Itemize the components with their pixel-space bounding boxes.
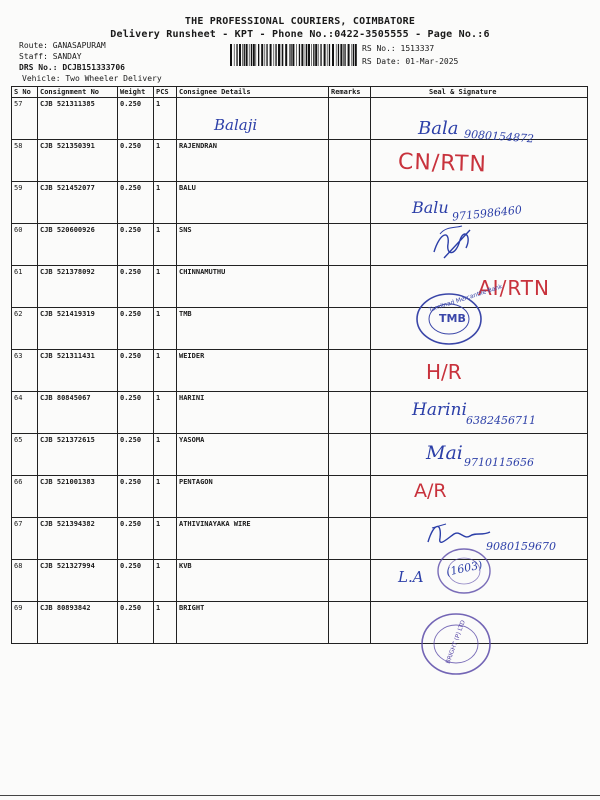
col-consignment: Consignment No — [38, 87, 118, 98]
cell-pcs: 1 — [154, 602, 177, 644]
hw-row57-signature: Bala — [418, 118, 459, 139]
barcode-bar — [340, 44, 342, 66]
cell-weight: 0.250 — [118, 350, 154, 392]
hw-row68-note: (1603) — [445, 558, 484, 579]
cell-pcs: 1 — [154, 560, 177, 602]
cell-consignment: CJB 520600926 — [38, 224, 118, 266]
barcode-bar — [274, 44, 275, 66]
table-row — [12, 434, 588, 476]
cell-remarks — [329, 98, 371, 140]
cell-sno: 58 — [12, 140, 38, 182]
barcode-bar — [253, 44, 255, 66]
cell-pcs: 1 — [154, 224, 177, 266]
barcode-bar — [289, 44, 290, 66]
col-remarks: Remarks — [329, 87, 371, 98]
cell-sno: 61 — [12, 266, 38, 308]
table-row — [12, 518, 588, 560]
barcode-bar — [256, 44, 257, 66]
col-pcs: PCS — [154, 87, 177, 98]
cell-sno: 60 — [12, 224, 38, 266]
cell-seal-signature — [371, 392, 588, 434]
drs-number: DRS No.: DCJB151333706 — [19, 63, 125, 72]
cell-pcs: 1 — [154, 350, 177, 392]
col-sno: S No — [12, 87, 38, 98]
barcode-bar — [265, 44, 266, 66]
cell-consignee: BRIGHT — [177, 602, 329, 644]
barcode-bar — [338, 44, 339, 66]
cell-pcs: 1 — [154, 98, 177, 140]
hw-row65-signature: Mai — [426, 442, 463, 464]
cell-consignee: WEIDER — [177, 350, 329, 392]
cell-remarks — [329, 476, 371, 518]
barcode-bar — [270, 44, 272, 66]
cell-weight: 0.250 — [118, 392, 154, 434]
rs-date: RS Date: 01-Mar-2025 — [362, 57, 459, 66]
hw-row58-mark: CN/RTN — [397, 149, 488, 178]
col-weight: Weight — [118, 87, 154, 98]
barcode-bar — [234, 44, 235, 66]
table-row — [12, 602, 588, 644]
cell-pcs: 1 — [154, 308, 177, 350]
cell-sno: 59 — [12, 182, 38, 224]
cell-consignee: ATHIVINAYAKA WIRE — [177, 518, 329, 560]
bright-stamp-text: BRIGHT (P) LTD — [444, 619, 467, 665]
cell-remarks — [329, 182, 371, 224]
col-consignee: Consignee Details — [177, 87, 329, 98]
barcode-bar — [320, 44, 321, 66]
company-title: THE PROFESSIONAL COURIERS, COIMBATORE — [184, 16, 416, 27]
cell-sno: 57 — [12, 98, 38, 140]
cell-consignment: CJB 521372615 — [38, 434, 118, 476]
barcode-bar — [239, 44, 241, 66]
hw-row57-phone: 9080154872 — [463, 127, 535, 146]
cell-remarks — [329, 434, 371, 476]
cell-sno: 67 — [12, 518, 38, 560]
barcode-bar — [275, 44, 276, 66]
cell-consignment: CJB 521419319 — [38, 308, 118, 350]
row60-signature-scribble — [426, 222, 482, 264]
cell-pcs: 1 — [154, 182, 177, 224]
cell-consignee: KVB — [177, 560, 329, 602]
cell-pcs: 1 — [154, 266, 177, 308]
cell-consignment: CJB 521350391 — [38, 140, 118, 182]
barcode-bar — [266, 44, 267, 66]
barcode-bar — [352, 44, 353, 66]
hw-row59-phone: 9715986460 — [451, 203, 523, 224]
cell-sno: 66 — [12, 476, 38, 518]
bright-stamp — [420, 612, 492, 676]
cell-sno: 64 — [12, 392, 38, 434]
cell-consignment: CJB 521311431 — [38, 350, 118, 392]
cell-sno: 63 — [12, 350, 38, 392]
barcode-bar — [261, 44, 263, 66]
hw-row68-signature: L.A — [398, 568, 424, 586]
cell-weight: 0.250 — [118, 434, 154, 476]
tmb-stamp-text: Tamilnad Mercantile Bank — [427, 283, 504, 314]
cell-pcs: 1 — [154, 518, 177, 560]
hw-row67-phone: 9080159670 — [486, 540, 556, 553]
barcode-bar — [285, 44, 287, 66]
hw-row57-name: Balaji — [214, 116, 258, 134]
barcode-bar — [290, 44, 291, 66]
staff-label: Staff: SANDAY — [19, 52, 82, 61]
barcode-bar — [306, 44, 307, 66]
cell-consignee: TMB — [177, 308, 329, 350]
barcode-bar — [315, 44, 317, 66]
cell-consignee: PENTAGON — [177, 476, 329, 518]
barcode-bar — [292, 44, 294, 66]
cell-consignment: CJB 521394382 — [38, 518, 118, 560]
cell-consignment: CJB 80845067 — [38, 392, 118, 434]
barcode-bar — [244, 44, 245, 66]
barcode-bar — [282, 44, 283, 66]
col-seal-signature: Seal & Signature — [371, 87, 588, 98]
cell-weight: 0.250 — [118, 224, 154, 266]
barcode-bar — [327, 44, 328, 66]
barcode-bar — [242, 44, 243, 66]
barcode — [230, 44, 358, 66]
barcode-bar — [296, 44, 297, 66]
cell-remarks — [329, 350, 371, 392]
cell-consignee: SNS — [177, 224, 329, 266]
barcode-bar — [318, 44, 319, 66]
hw-row66-mark: A/R — [414, 480, 447, 502]
cell-consignment: CJB 521311385 — [38, 98, 118, 140]
cell-remarks — [329, 224, 371, 266]
cell-sno: 68 — [12, 560, 38, 602]
cell-consignee: HARINI — [177, 392, 329, 434]
cell-weight: 0.250 — [118, 602, 154, 644]
cell-weight: 0.250 — [118, 98, 154, 140]
cell-weight: 0.250 — [118, 308, 154, 350]
cell-remarks — [329, 392, 371, 434]
runsheet-table — [11, 86, 588, 644]
table-header-row — [12, 87, 588, 98]
table-row — [12, 350, 588, 392]
cell-consignment: CJB 521001383 — [38, 476, 118, 518]
table-row — [12, 224, 588, 266]
hw-row65-phone: 9710115656 — [464, 456, 534, 469]
table-row — [12, 308, 588, 350]
cell-remarks — [329, 266, 371, 308]
cell-sno: 69 — [12, 602, 38, 644]
barcode-bar — [343, 44, 344, 66]
barcode-bar — [305, 44, 306, 66]
barcode-bar — [355, 44, 357, 66]
hw-row64-signature: Harini — [412, 400, 467, 420]
barcode-bar — [249, 44, 250, 66]
barcode-bar — [278, 44, 280, 66]
cell-sno: 65 — [12, 434, 38, 476]
barcode-bar — [329, 44, 330, 66]
barcode-bar — [299, 44, 300, 66]
barcode-bar — [344, 44, 345, 66]
route-label: Route: GANASAPURAM — [19, 41, 106, 50]
hw-row59-signature: Balu — [412, 198, 449, 217]
barcode-bar — [301, 44, 303, 66]
tmb-stamp-center: TMB — [439, 312, 466, 325]
cell-seal-signature — [371, 476, 588, 518]
cell-remarks — [329, 602, 371, 644]
barcode-bar — [348, 44, 350, 66]
hw-row61-mark: AI/RTN — [478, 276, 550, 300]
barcode-bar — [281, 44, 282, 66]
cell-pcs: 1 — [154, 434, 177, 476]
barcode-bar — [246, 44, 248, 66]
cell-weight: 0.250 — [118, 182, 154, 224]
runsheet-subtitle: Delivery Runsheet - KPT - Phone No.:0422-3505555 - Page No.:6 — [110, 29, 490, 40]
barcode-bar — [336, 44, 337, 66]
cell-consignee: YASOMA — [177, 434, 329, 476]
cell-consignee: RAJENDRAN — [177, 140, 329, 182]
table-row — [12, 476, 588, 518]
cell-weight: 0.250 — [118, 518, 154, 560]
barcode-bar — [313, 44, 314, 66]
barcode-bar — [230, 44, 232, 66]
cell-remarks — [329, 518, 371, 560]
rs-number: RS No.: 1513337 — [362, 44, 435, 53]
cell-consignee: BALU — [177, 182, 329, 224]
cell-remarks — [329, 308, 371, 350]
barcode-bar — [324, 44, 326, 66]
table-row — [12, 140, 588, 182]
tmb-stamp — [415, 283, 504, 346]
barcode-bar — [332, 44, 334, 66]
cell-remarks — [329, 560, 371, 602]
vehicle-label: Vehicle: Two Wheeler Delivery — [22, 74, 162, 83]
cell-seal-signature — [371, 350, 588, 392]
cell-consignment: CJB 521378092 — [38, 266, 118, 308]
cell-pcs: 1 — [154, 476, 177, 518]
cell-consignment: CJB 521452077 — [38, 182, 118, 224]
cell-remarks — [329, 140, 371, 182]
hw-row64-phone: 6382456711 — [466, 414, 536, 427]
cell-weight: 0.250 — [118, 560, 154, 602]
barcode-bar — [353, 44, 354, 66]
cell-consignment: CJB 80893842 — [38, 602, 118, 644]
barcode-bar — [311, 44, 312, 66]
table-row — [12, 560, 588, 602]
hw-row63-mark: H/R — [426, 360, 462, 384]
cell-weight: 0.250 — [118, 476, 154, 518]
barcode-bar — [236, 44, 237, 66]
cell-weight: 0.250 — [118, 266, 154, 308]
page-bottom-line — [0, 795, 600, 796]
table-row — [12, 392, 588, 434]
barcode-bar — [251, 44, 252, 66]
cell-seal-signature — [371, 434, 588, 476]
cell-pcs: 1 — [154, 392, 177, 434]
cell-pcs: 1 — [154, 140, 177, 182]
barcode-bar — [258, 44, 259, 66]
cell-weight: 0.250 — [118, 140, 154, 182]
cell-consignment: CJB 521327994 — [38, 560, 118, 602]
cell-sno: 62 — [12, 308, 38, 350]
cell-consignee: CHINNAMUTHU — [177, 266, 329, 308]
barcode-bar — [308, 44, 310, 66]
